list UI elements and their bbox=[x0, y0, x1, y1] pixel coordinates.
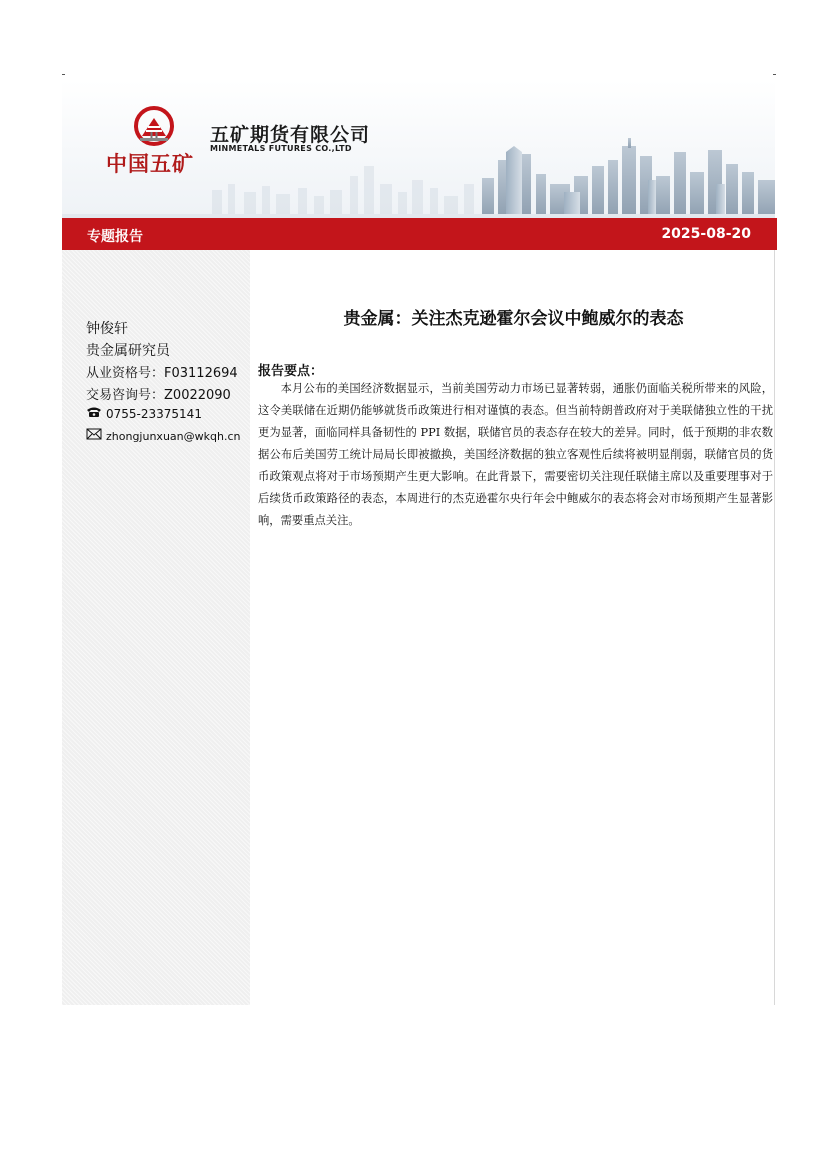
company-name-en: MINMETALS FUTURES CO.,LTD bbox=[210, 144, 352, 153]
corner-mark-right bbox=[773, 74, 776, 75]
phone-row bbox=[86, 406, 202, 421]
content-right-border bbox=[774, 250, 775, 1005]
consult-value: Z0022090 bbox=[164, 388, 231, 403]
report-title: 贵金属：关注杰克逊霍尔会议中鲍威尔的表态 bbox=[343, 309, 684, 329]
envelope-icon bbox=[86, 428, 102, 440]
report-date: 2025-08-20 bbox=[661, 226, 751, 242]
report-header bbox=[62, 80, 775, 218]
author-role: 贵金属研究员 bbox=[86, 343, 170, 359]
report-banner bbox=[62, 218, 777, 250]
summary-paragraph: 本月公布的美国经济数据显示，当前美国劳动力市场已显著转弱，通胀仍面临关税所带来的风险，这令美联储在近期仍能够就货币政策进行相对谨慎的表态。但当前特朗普政府对于美联储独立性的干扰更为显著，面临同样具备韧性的 PPI 数据，联储官员的表态存在较大的差异。同时，低于预期的非农数据公布后美国劳工统计局局长即被撤换，美国经济数据的独立客观性后续将被明显削弱，联储官员的货币政策观点将对于市场预期产生更大影响。在此背景下，需要密切关注现任联储主席以及重要理事对于后续货币政策路径的表态，本周进行的杰克逊霍尔央行年会中鲍威尔的表态将会对市场预期产生显著影响，需要重点关注。 bbox=[258, 382, 773, 527]
license-value: F03112694 bbox=[164, 366, 238, 381]
email-address[interactable]: zhongjunxuan@wkqh.cn bbox=[106, 430, 241, 443]
license-label: 从业资格号： bbox=[86, 366, 165, 381]
corner-mark-left bbox=[62, 74, 65, 75]
license-number-row bbox=[86, 362, 238, 381]
phone-icon bbox=[86, 406, 102, 418]
author-sidebar bbox=[62, 250, 250, 1005]
brand-name-china-minmetals: 中国五矿 bbox=[106, 152, 194, 176]
consult-number-row bbox=[86, 384, 231, 403]
email-row bbox=[86, 428, 240, 443]
consult-label: 交易咨询号： bbox=[86, 388, 165, 403]
phone-number: 0755-23375141 bbox=[106, 407, 202, 421]
minmetals-logo-icon bbox=[134, 106, 174, 146]
author-name: 钟俊轩 bbox=[86, 321, 128, 337]
section-heading: 报告要点： bbox=[258, 364, 324, 379]
company-name-cn: 五矿期货有限公司 bbox=[210, 124, 371, 146]
report-type-label: 专题报告 bbox=[87, 229, 143, 245]
